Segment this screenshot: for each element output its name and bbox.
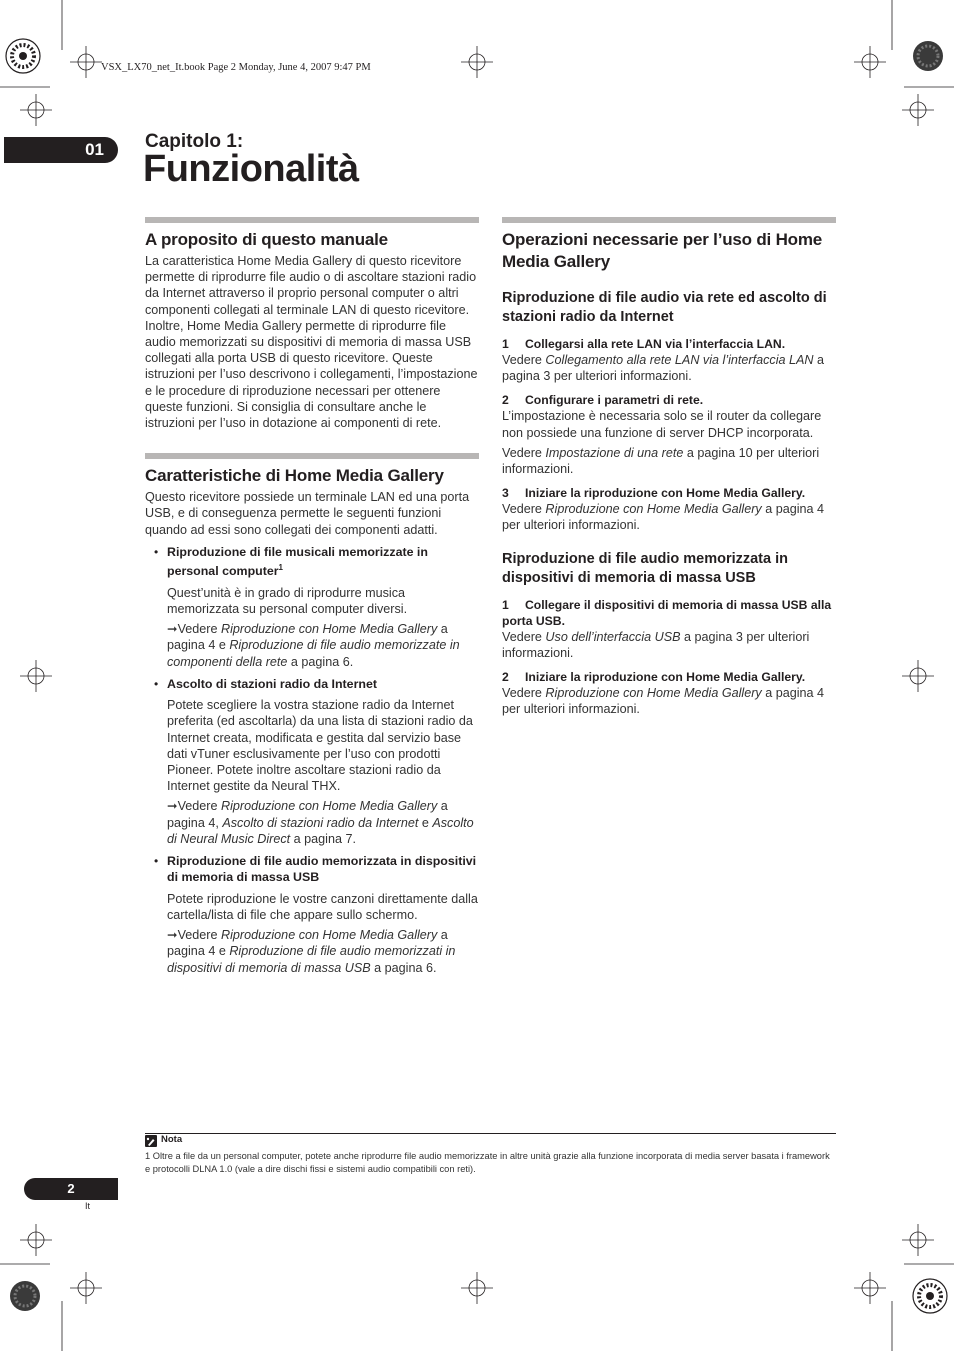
footnote-text: 1 Oltre a file da un personal computer, potete anche riprodurre file audio memorizzate in altre unità grazie alla funzione incorporata di media server basata i framework e protocolli DLNA 1.0 (vale a dire dischi fissi e sistemi audio compatibili con reti).: [145, 1151, 830, 1174]
step-label: 3 Iniziare la riproduzione con Home Media Gallery.: [502, 486, 806, 501]
cross-reference-link[interactable]: Uso dell’interfaccia USB: [545, 629, 681, 644]
bullet-dot: •: [154, 544, 159, 559]
arrow-icon: ➞: [167, 799, 178, 814]
cross-reference-link[interactable]: Riproduzione con Home Media Gallery: [220, 928, 438, 943]
step-reference: Vedere Impostazione di una rete a pagina 10 per ulteriori informazioni.: [502, 445, 820, 477]
bullet-dot: •: [154, 854, 159, 869]
note-divider: [145, 1133, 836, 1134]
list-item: [145, 544, 479, 670]
feature-title: Riproduzione di file audio memorizzata in dispositivi di memoria di massa USB: [167, 854, 477, 885]
cross-reference-link[interactable]: Impostazione di una rete: [545, 445, 684, 460]
left-column: [145, 217, 479, 980]
cross-reference-link[interactable]: Riproduzione con Home Media Gallery: [220, 799, 438, 814]
step-label: 1 Collegarsi alla rete LAN via l’interfaccia LAN.: [502, 337, 786, 351]
chapter-number-tab: 01: [4, 137, 118, 163]
section-title-features: Caratteristiche di Home Media Gallery: [145, 466, 444, 486]
features-body: Questo ricevitore possiede un terminale LAN ed una porta USB, e di conseguenza permette le seguenti funzioni quando ad essi sono collegati dei componenti adatti.: [145, 490, 470, 537]
feature-reference: ➞Vedere Riproduzione con Home Media Gallery a pagina 4 e Riproduzione di file audio memorizzate in componenti della rete a pagina 6.: [167, 622, 460, 669]
step-reference: Vedere Uso dell’interfaccia USB a pagina 3 per ulteriori informazioni.: [502, 629, 810, 660]
cross-reference-link[interactable]: Riproduzione con Home Media Gallery: [545, 502, 762, 517]
cross-reference-link[interactable]: Ascolto di stazioni radio da Internet: [222, 815, 419, 830]
feature-reference: ➞Vedere Riproduzione con Home Media Gallery a pagina 4 e Riproduzione di file audio memorizzati in dispositivi di memoria di massa USB a pagina 6.: [167, 928, 456, 975]
usb-step-1: [502, 597, 836, 661]
feature-description: Quest’unità è in grado di riprodurre musica memorizzata su personal computer diversi.: [167, 585, 408, 616]
page-language: It: [85, 1201, 91, 1211]
feature-reference: ➞Vedere Riproduzione con Home Media Gallery a pagina 4, Ascolto di stazioni radio da Internet e Ascolto di Neural Music Direct a pagina 7.: [167, 799, 474, 846]
right-column: [502, 217, 836, 717]
feature-description: Potete scegliere la vostra stazione radio da Internet preferita (ed ascoltarla) da una lista di stazioni radio da Internet creata, modificata e gestita dal servizio base dati vTuner esclusivamente per l’uso con prodotti Pioneer. Potete inoltre ascoltare stazioni radio da Internet gestite da Neural THX.: [167, 698, 473, 794]
list-item: [145, 853, 479, 976]
chapter-title: Funzionalità: [143, 148, 359, 190]
arrow-icon: ➞: [167, 928, 178, 943]
section-divider-bar: [145, 217, 479, 223]
step-1: [502, 336, 836, 384]
cross-reference-link[interactable]: Riproduzione di file audio memorizzate in componenti della rete: [167, 638, 460, 669]
cross-reference-link[interactable]: Riproduzione di file audio memorizzati in dispositivi di memoria di massa USB: [167, 944, 456, 975]
chapter-label: Capitolo 1:: [145, 131, 244, 152]
step-reference: Vedere Collegamento alla rete LAN via l’interfaccia LAN a pagina 3 per ulteriori informazioni.: [502, 353, 825, 384]
section-title-about-manual: A proposito di questo manuale: [145, 230, 388, 249]
page-number: 2: [24, 1178, 118, 1200]
bullet-dot: •: [154, 676, 159, 691]
section-title-operations: Operazioni necessarie per l’uso di Home Media Gallery: [502, 230, 823, 271]
feature-title: Riproduzione di file musicali memorizzate in personal computer$^1$: [167, 544, 428, 579]
step-2: [502, 392, 836, 477]
subsection-title-network: Riproduzione di file audio via rete ed ascolto di stazioni radio da Internet: [502, 290, 827, 325]
step-reference: Vedere Riproduzione con Home Media Gallery a pagina 4 per ulteriori informazioni.: [502, 502, 825, 533]
note-icon: [145, 1135, 157, 1147]
step-description: L’impostazione è necessaria solo se il router da collegare non possiede una funzione di server DHCP incorporata.: [502, 409, 822, 440]
step-reference: Vedere Riproduzione con Home Media Gallery a pagina 4 per ulteriori informazioni.: [502, 686, 825, 717]
footnote-ref[interactable]: 1: [278, 563, 283, 573]
feature-description: Potete riproduzione le vostre canzoni direttamente dalla cartella/lista di file che appare sullo schermo.: [167, 891, 478, 923]
cross-reference-link[interactable]: Riproduzione con Home Media Gallery: [545, 686, 762, 701]
cross-reference-link[interactable]: Ascolto di Neural Music Direct: [167, 815, 474, 846]
section-divider-bar: [145, 453, 479, 459]
usb-step-2: [502, 669, 836, 717]
note-title: Nota: [161, 1134, 183, 1145]
book-info-line: VSX_LX70_net_It.book Page 2 Monday, June 4, 2007 9:47 PM: [101, 62, 371, 73]
arrow-icon: ➞: [167, 622, 178, 637]
list-item: [145, 676, 479, 847]
section-divider-bar: [502, 217, 836, 223]
step-label: 1 Collegare il dispositivi di memoria di massa USB alla porta USB.: [502, 597, 832, 628]
cross-reference-link[interactable]: Collegamento alla rete LAN via l’interfaccia LAN: [545, 353, 814, 367]
features-list: [145, 544, 479, 976]
step-3: [502, 485, 836, 533]
step-label: 2 Iniziare la riproduzione con Home Media Gallery.: [502, 670, 806, 685]
cross-reference-link[interactable]: Riproduzione con Home Media Gallery: [220, 622, 438, 637]
feature-title: Ascolto di stazioni radio da Internet: [167, 676, 377, 691]
subsection-title-usb: Riproduzione di file audio memorizzata in dispositivi di memoria di massa USB: [502, 550, 788, 586]
about-manual-body: La caratteristica Home Media Gallery di questo ricevitore permette di riprodurre file audio o di ascoltare stazioni radio da Internet attraverso il proprio personal computer o altri componenti collegati al terminale LAN di questo ricevitore. Inoltre, Home Media Gallery permette di riprodurre file audio memorizzati su dispositivi di memoria di massa USB collegati alla porta USB di questo ricevitore. Queste istruzioni per l’uso descrivono i collegamenti, l’impostazione e le procedure di riproduzione necessari per ottenere queste funzioni. Si consiglia di consultare anche le istruzioni per l’uso in dotazione ai componenti di rete.: [145, 254, 478, 431]
step-label: 2 Configurare i parametri di rete.: [502, 393, 704, 408]
